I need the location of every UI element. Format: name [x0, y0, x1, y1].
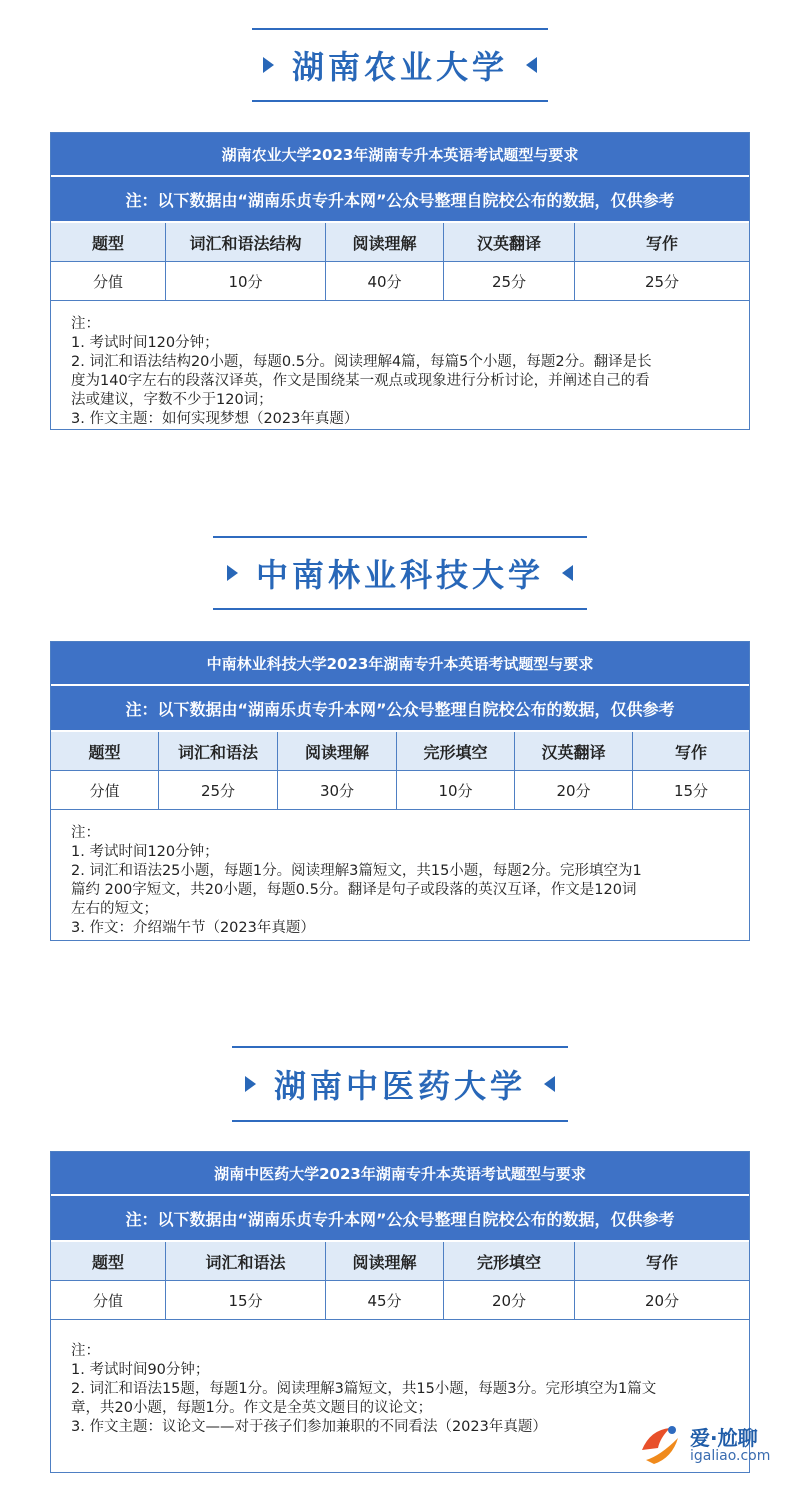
triangle-right-icon — [245, 1076, 256, 1092]
table-title: 湖南中医药大学2023年湖南专升本英语考试题型与要求 — [51, 1152, 749, 1196]
note-line: 注： — [71, 1343, 100, 1359]
value-cell: 分值 — [51, 771, 159, 809]
heading-title — [213, 536, 587, 610]
triangle-right-icon — [263, 57, 274, 73]
value-cell: 15分 — [166, 1281, 326, 1319]
section-hunan-agricultural — [0, 28, 800, 102]
value-cell: 30分 — [278, 771, 397, 809]
note-line: 法或建议，字数不少于120词； — [71, 392, 273, 408]
heading-line-bottom — [232, 1120, 568, 1122]
section-central-south-forestry — [0, 536, 800, 610]
header-cell: 题型 — [51, 732, 159, 770]
value-cell: 20分 — [644, 1291, 680, 1310]
table-note: 注：以下数据由“湖南乐贞专升本网”公众号整理自院校公布的数据，仅供参考 — [51, 177, 749, 223]
note-line: 1. 考试时间90分钟； — [71, 1362, 210, 1378]
section-hunan-tcm — [0, 1046, 800, 1122]
header-cell: 写作 — [645, 233, 678, 253]
value-cell: 45分 — [326, 1281, 444, 1319]
table-title: 湖南农业大学2023年湖南专升本英语考试题型与要求 — [51, 133, 749, 177]
value-cell: 25分 — [159, 771, 278, 809]
header-cell: 汉英翻译 — [444, 223, 575, 261]
value-cell: 40分 — [326, 262, 444, 300]
section-heading — [252, 28, 548, 102]
table-value-row — [51, 771, 749, 810]
triangle-right-icon — [227, 565, 238, 581]
value-cell: 25分 — [444, 262, 575, 300]
header-cell: 词汇和语法 — [159, 732, 278, 770]
table-header-row — [51, 1242, 749, 1281]
value-cell: 15分 — [673, 781, 709, 800]
watermark-url: igaliao.com — [690, 1448, 771, 1464]
section-heading — [232, 1046, 568, 1122]
value-cell: 10分 — [397, 771, 515, 809]
note-line: 2. 词汇和语法25小题，每题1分。阅读理解3篇短文，共15小题，每题2分。完形填空为1 — [71, 863, 642, 879]
header-cell: 汉英翻译 — [515, 732, 633, 770]
note-line: 注： — [71, 316, 100, 332]
watermark — [636, 1418, 796, 1472]
value-cell: 分值 — [51, 1281, 166, 1319]
section-heading — [213, 536, 587, 610]
triangle-left-icon — [562, 565, 573, 581]
note-line: 注： — [71, 825, 100, 841]
table-notes — [51, 810, 749, 940]
value-cell: 25分 — [644, 272, 680, 291]
watermark-title: 爱·尬聊 — [690, 1426, 758, 1450]
table-notes — [51, 301, 749, 429]
heading-line-bottom — [252, 100, 548, 102]
table-note: 注：以下数据由“湖南乐贞专升本网”公众号整理自院校公布的数据，仅供参考 — [51, 1196, 749, 1242]
watermark-logo-icon — [636, 1420, 686, 1470]
note-line: 左右的短文； — [71, 901, 158, 917]
table-header-row — [51, 732, 749, 771]
value-cell: 10分 — [166, 262, 326, 300]
note-line: 3. 作文：介绍端午节（2023年真题） — [71, 920, 315, 936]
heading-text: 湖南中医药大学 — [273, 1067, 526, 1105]
header-cell: 题型 — [51, 223, 166, 261]
heading-title — [232, 1046, 568, 1122]
value-cell: 20分 — [515, 771, 633, 809]
table-note: 注：以下数据由“湖南乐贞专升本网”公众号整理自院校公布的数据，仅供参考 — [51, 686, 749, 732]
heading-text: 湖南农业大学 — [291, 48, 508, 86]
header-cell: 阅读理解 — [326, 223, 444, 261]
heading-text: 中南林业科技大学 — [255, 556, 544, 594]
heading-title — [252, 28, 548, 102]
header-cell: 题型 — [51, 1242, 166, 1280]
header-cell: 阅读理解 — [326, 1242, 444, 1280]
note-line: 1. 考试时间120分钟； — [71, 844, 219, 860]
value-cell: 分值 — [51, 262, 166, 300]
header-cell: 写作 — [674, 742, 707, 762]
header-cell: 阅读理解 — [278, 732, 397, 770]
table-value-row — [51, 1281, 749, 1320]
header-cell: 词汇和语法 — [166, 1242, 326, 1280]
table-title: 中南林业科技大学2023年湖南专升本英语考试题型与要求 — [51, 642, 749, 686]
header-cell: 词汇和语法结构 — [166, 223, 326, 261]
note-line: 2. 词汇和语法15题，每题1分。阅读理解3篇短文，共15小题，每题3分。完形填空为1篇文 — [71, 1381, 657, 1397]
note-line: 篇约 200字短文，共20小题，每题0.5分。翻译是句子或段落的英汉互译，作文是120词 — [71, 882, 637, 898]
value-cell: 20分 — [444, 1281, 575, 1319]
header-cell: 完形填空 — [444, 1242, 575, 1280]
header-cell: 完形填空 — [397, 732, 515, 770]
note-line: 3. 作文主题：如何实现梦想（2023年真题） — [71, 411, 359, 427]
exam-table-hunan-agricultural — [50, 132, 750, 430]
table-value-row — [51, 262, 749, 301]
triangle-left-icon — [526, 57, 537, 73]
triangle-left-icon — [544, 1076, 555, 1092]
note-line: 1. 考试时间120分钟； — [71, 335, 219, 351]
heading-line-bottom — [213, 608, 587, 610]
note-line: 3. 作文主题：议论文——对于孩子们参加兼职的不同看法（2023年真题） — [71, 1419, 547, 1435]
note-line: 度为140字左右的段落汉译英，作文是围绕某一观点或现象进行分析讨论，并阐述自己的看 — [71, 373, 650, 389]
note-line: 章，共20小题，每题1分。作文是全英文题目的议论文； — [71, 1400, 433, 1416]
exam-table-central-south-forestry — [50, 641, 750, 941]
note-line: 2. 词汇和语法结构20小题，每题0.5分。阅读理解4篇，每篇5个小题，每题2分。翻译是长 — [71, 354, 652, 370]
header-cell: 写作 — [645, 1252, 678, 1272]
table-header-row — [51, 223, 749, 262]
